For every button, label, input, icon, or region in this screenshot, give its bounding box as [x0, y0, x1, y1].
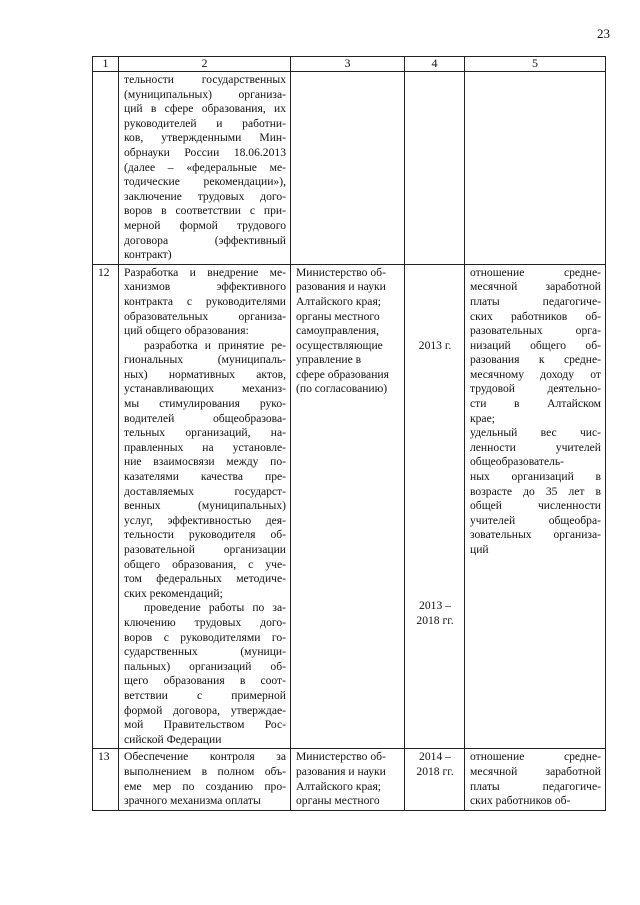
text-line: ций	[470, 543, 489, 556]
text-line: месячной заработной	[470, 280, 601, 294]
text-line: Обеспечение контроля за	[124, 750, 286, 764]
text-line: том федеральных методиче-	[124, 572, 286, 586]
text-line: ских работников об-	[470, 309, 601, 323]
text-line: мерной формой трудового	[124, 218, 286, 232]
text-line: крае;	[470, 411, 495, 425]
text-line: разовательной организации	[124, 543, 286, 556]
text-line: щего образования в соот-	[124, 674, 286, 688]
text-line: ленности учителей	[470, 440, 601, 454]
text-line: месячной заработной	[470, 764, 601, 778]
text-line: Разработка и внедрение ме-	[124, 265, 286, 279]
indicators	[465, 72, 606, 265]
text-line: тельных организаций, на-	[124, 426, 286, 440]
text-line: формой договора, утверждае-	[124, 703, 286, 717]
indicators	[465, 749, 606, 810]
page-number: 23	[597, 26, 610, 41]
text-line: трудовой деятельно-	[470, 382, 601, 396]
text-line: разработка и принятие ре-	[144, 338, 286, 352]
text-line: общей численности	[470, 499, 601, 513]
text-line: руководителей и работни-	[124, 116, 286, 130]
text-line: воров в соответствии с при-	[124, 204, 286, 218]
text-line: ков, утвержденными Мин-	[124, 131, 286, 145]
text-line: услуг, эффективностью дея-	[124, 513, 286, 527]
text-line: еме мер по созданию про-	[124, 779, 286, 793]
table-header-row	[93, 57, 606, 72]
text-line: образовательных организа-	[124, 309, 286, 323]
text-line: органы местного	[296, 309, 380, 323]
text-line: тельности руководителя об-	[124, 528, 286, 542]
text-line: удельный вес чис-	[470, 426, 601, 440]
text-line: устанавливающих механиз-	[124, 382, 286, 396]
measure-description	[119, 749, 291, 810]
header-col-1: 1	[93, 57, 119, 72]
text-line: правленных на установле-	[124, 440, 286, 454]
text-line: Министерство об-	[296, 265, 386, 279]
text-line: сти в Алтайском	[470, 397, 601, 411]
text-line: разования и науки	[296, 764, 386, 778]
text-line: платы педагогиче-	[470, 294, 601, 308]
text-line: учителей общеобра-	[470, 513, 601, 527]
responsible-executors	[291, 749, 405, 810]
text-line: зрачного механизма оплаты	[124, 794, 261, 808]
text-line: 2018 гг.	[416, 764, 454, 778]
header-col-3: 3	[291, 57, 405, 72]
text-line: (по согласованию)	[296, 382, 388, 396]
text-line: венных (муниципальных)	[124, 499, 286, 513]
text-line: месячному доходу от	[470, 367, 601, 381]
table-row	[93, 749, 606, 810]
text-line: ских рекомендаций;	[124, 586, 223, 600]
text-line: возрасте до 35 лет в	[470, 484, 601, 498]
indicators	[465, 264, 606, 749]
text-line: контракт)	[124, 248, 172, 262]
text-line: низаций общего об-	[470, 338, 601, 352]
text-line: ных организаций в	[470, 470, 601, 484]
text-line: мы стимулирования руко-	[124, 397, 286, 411]
responsible-executors	[291, 264, 405, 749]
text-line: сийской Федерации	[124, 732, 222, 746]
deadline	[405, 264, 465, 749]
text-line: разовательных орга-	[470, 324, 601, 338]
header-col-5: 5	[465, 57, 606, 72]
table-row	[93, 264, 606, 749]
text-line: ных) нормативных актов,	[124, 367, 286, 381]
text-line: 2014 –	[419, 750, 451, 764]
text-line: сфере образования	[296, 367, 389, 381]
text-line: водителей общеобразова-	[124, 411, 286, 425]
measures-table	[92, 56, 606, 811]
deadline-second-line-2: 2018 гг.	[416, 613, 454, 627]
text-line: гиональных (муниципаль-	[124, 353, 286, 367]
text-line: выполнением в полном объ-	[124, 764, 286, 778]
row-number	[93, 72, 119, 265]
text-line: ских работников об-	[470, 794, 571, 808]
text-line: сударственных (муници-	[124, 645, 286, 659]
text-line: отношение средне-	[470, 750, 601, 764]
text-line: пальных) организаций об-	[124, 659, 286, 673]
text-line: ций общего образования:	[124, 324, 249, 338]
header-col-4: 4	[405, 57, 465, 72]
text-line: тодические рекомендации»),	[124, 175, 286, 189]
text-line: разования к средне-	[470, 353, 601, 367]
deadline	[405, 72, 465, 265]
text-line: мой Правительством Рос-	[124, 718, 286, 732]
row-number: 12	[93, 264, 119, 749]
text-line: управление в	[296, 353, 362, 367]
text-line: отношение средне-	[470, 265, 601, 279]
text-line: (далее – «федеральные ме-	[124, 160, 286, 174]
text-line: общеобразователь-	[470, 455, 565, 469]
text-line: общего образования, с уче-	[124, 557, 286, 571]
text-line: Алтайского края;	[296, 779, 381, 793]
row-number: 13	[93, 749, 119, 810]
text-line: обрнауки России 18.06.2013	[124, 145, 286, 159]
deadline-second-line-1: 2013 –	[419, 599, 451, 613]
measure-description	[119, 264, 291, 749]
text-line: платы педагогиче-	[470, 779, 601, 793]
text-line: воров с руководителями го-	[124, 630, 286, 644]
text-line: ций в сфере образования, их	[124, 102, 286, 116]
text-line: осуществляющие	[296, 338, 383, 352]
text-line: доставляемых государст-	[124, 484, 286, 498]
text-line: ние взаимосвязи между по-	[124, 455, 286, 469]
header-col-2: 2	[119, 57, 291, 72]
text-line: разования и науки	[296, 280, 386, 294]
text-line: ветствии с примерной	[124, 688, 286, 702]
text-line: тельности государственных	[124, 73, 286, 86]
text-line: Министерство об-	[296, 750, 386, 764]
deadline-first: 2013 г.	[418, 338, 452, 352]
text-line: органы местного	[296, 794, 380, 808]
deadline	[405, 749, 465, 810]
text-line: зовательных организа-	[470, 528, 601, 542]
text-line: проведение работы по за-	[144, 601, 286, 615]
responsible-executors	[291, 72, 405, 265]
table-row	[93, 72, 606, 265]
measure-description	[119, 72, 291, 265]
text-line: Алтайского края;	[296, 294, 381, 308]
text-line: казателями качества пре-	[124, 470, 286, 484]
text-line: ханизмов эффективного	[124, 280, 286, 294]
text-line: (муниципальных) организа-	[124, 87, 286, 101]
text-line: договора (эффективный	[124, 233, 286, 247]
text-line: ключению трудовых дого-	[124, 615, 286, 629]
text-line: контракта с руководителями	[124, 294, 286, 308]
text-line: самоуправления,	[296, 324, 379, 338]
text-line: заключение трудовых дого-	[124, 189, 286, 203]
